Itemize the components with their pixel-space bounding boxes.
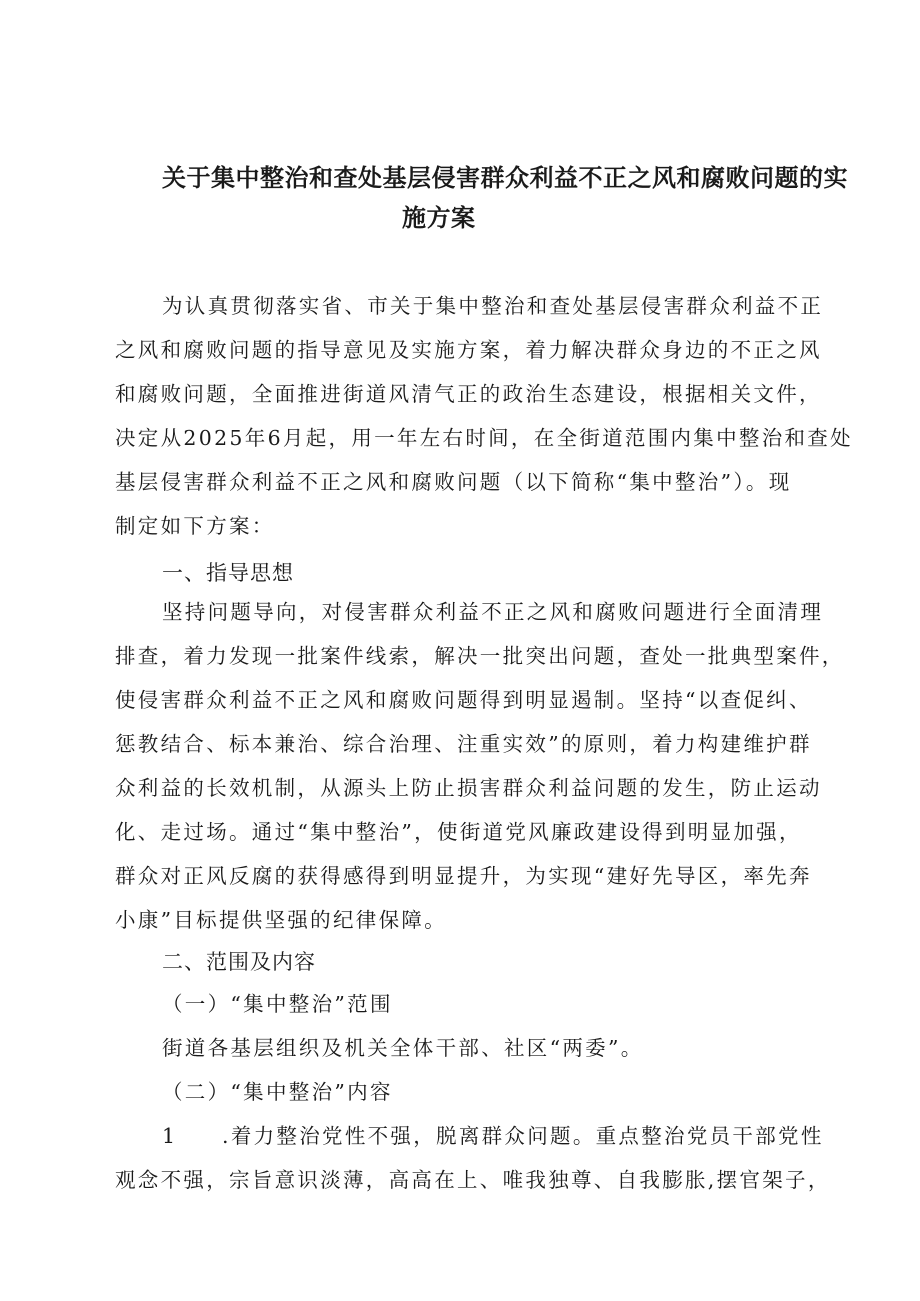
intro-line: 和腐败问题，全面推进街道风清气正的政治生态建设，根据相关文件， — [115, 382, 822, 406]
section1-line: 小康”目标提供坚强的纪律保障。 — [115, 908, 447, 932]
item1-continuation-line: 观念不强，宗旨意识淡薄，高高在上、唯我独尊、自我膨胀,摆官架子， — [115, 1168, 831, 1192]
document-title-line2: 施方案 — [402, 204, 476, 232]
item-text: .着力整治党性不强，脱离群众问题。重点整治党员干部党性 — [222, 1124, 824, 1148]
document-title-line1: 关于集中整治和查处基层侵害群众利益不正之风和腐败问题的实 — [162, 164, 848, 192]
section1-line: 坚持问题导向，对侵害群众利益不正之风和腐败问题进行全面清理 — [162, 600, 824, 624]
numbered-item-1 — [162, 1122, 824, 1150]
intro-line: 制定如下方案： — [115, 514, 275, 538]
intro-line: 决定从2025年6月起，用一年左右时间，在全街道范围内集中整治和查处 — [115, 426, 853, 450]
section1-line: 使侵害群众利益不正之风和腐败问题得到明显遏制。坚持“以查促纠、 — [115, 688, 812, 712]
intro-line: 之风和腐败问题的指导意见及实施方案，着力解决群众身边的不正之风 — [115, 338, 822, 362]
item-number: 1 — [162, 1124, 178, 1148]
subsection-body-scope: 街道各基层组织及机关全体干部、社区“两委”。 — [162, 1036, 644, 1060]
subsection-heading-content: （二）“集中整治”内容 — [162, 1080, 393, 1104]
subsection-heading-scope: （一）“集中整治”范围 — [162, 992, 393, 1016]
section-heading-guiding-ideology: 一、指导思想 — [162, 561, 294, 585]
section1-line: 惩教结合、标本兼治、综合治理、注重实效”的原则，着力构建维护群 — [115, 732, 812, 756]
section1-line: 众利益的长效机制，从源头上防止损害群众利益问题的发生，防止运动 — [115, 776, 822, 800]
section1-line: 化、走过场。通过“集中整治”，使街道党风廉政建设得到明显加强， — [115, 820, 802, 844]
section1-line: 群众对正风反腐的获得感得到明显提升，为实现“建好先导区，率先奔 — [115, 864, 812, 888]
intro-line: 为认真贯彻落实省、市关于集中整治和查处基层侵害群众利益不正 — [162, 294, 824, 318]
section1-line: 排查，着力发现一批案件线索，解决一批突出问题，查处一批典型案件， — [115, 644, 845, 668]
section-heading-scope-content: 二、范围及内容 — [162, 950, 316, 974]
intro-line: 基层侵害群众利益不正之风和腐败问题（以下简称“集中整治”）。现 — [115, 470, 792, 494]
